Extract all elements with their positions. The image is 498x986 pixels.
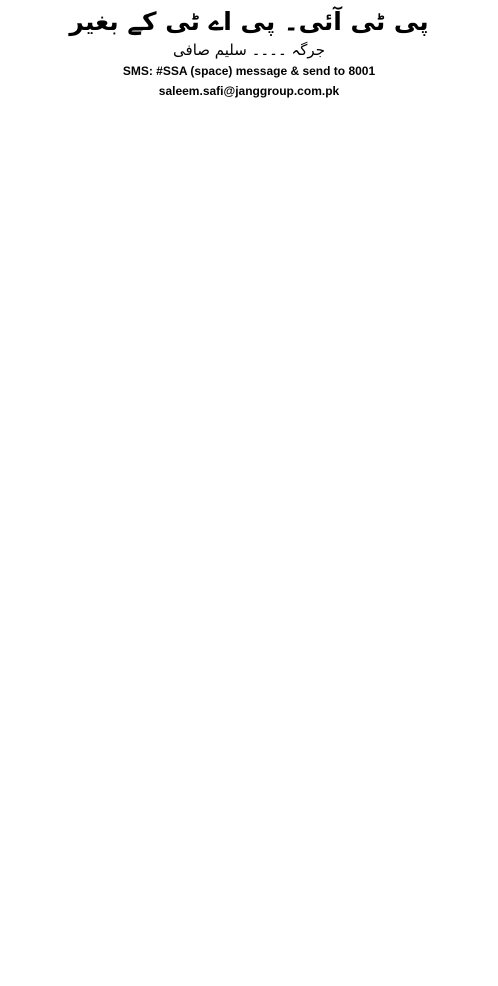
article-body: [8, 112, 490, 978]
sms-instructions: SMS: #SSA (space) message & send to 8001: [122, 64, 376, 78]
column-header: [0, 0, 498, 108]
headline: پی ٹی آئی۔ پی اے ٹی کے بغیر: [69, 7, 429, 36]
author-email: saleem.safi@janggroup.com.pk: [158, 84, 340, 98]
byline: جرگہ ۔۔۔۔ سلیم صافی: [173, 41, 325, 59]
